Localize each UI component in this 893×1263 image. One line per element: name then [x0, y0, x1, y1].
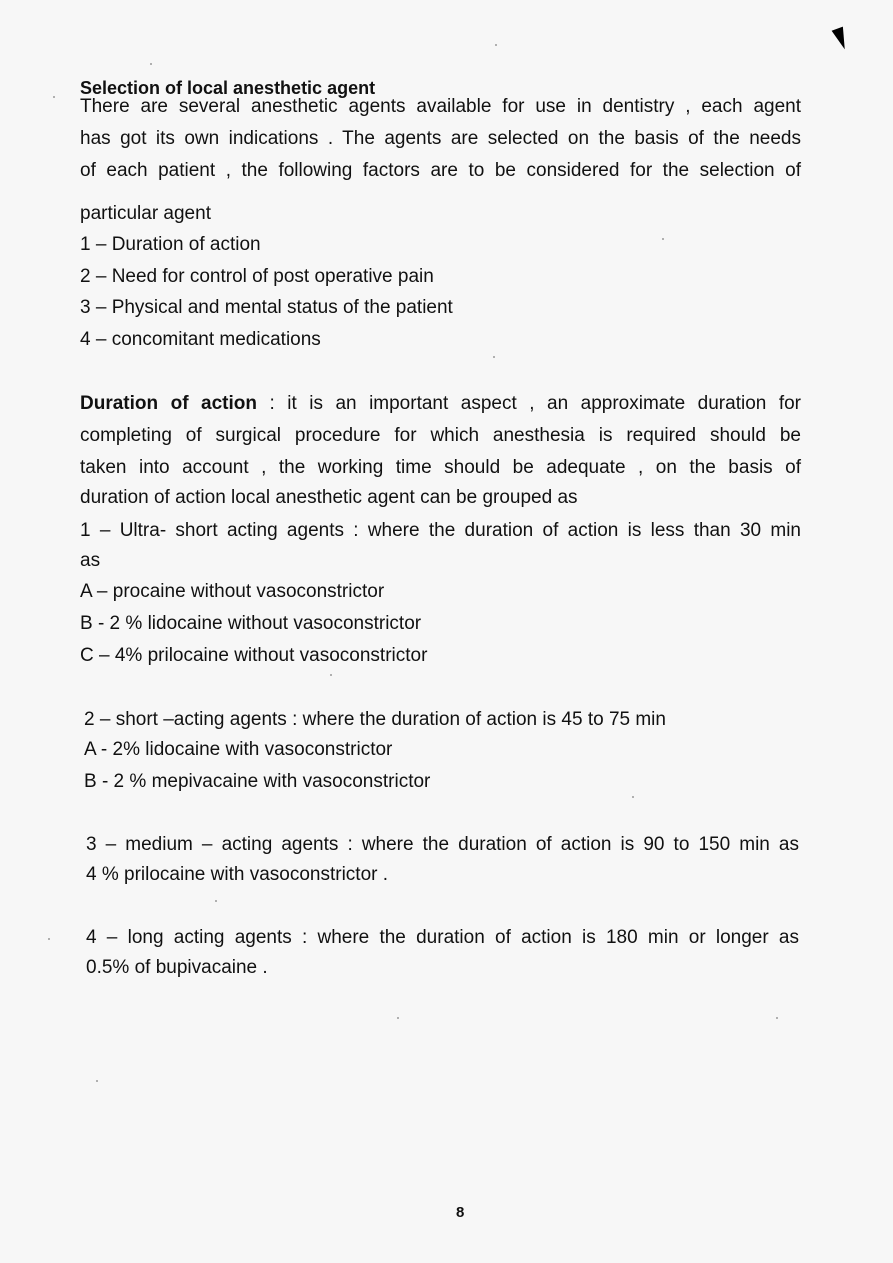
paragraph-line: There are several anesthetic agents available for use in dentistry , each agent [80, 96, 801, 117]
scan-speck [150, 63, 152, 65]
scan-speck [632, 796, 634, 798]
group-heading: 3 – medium – acting agents : where the duration of action is 90 to 150 min as [86, 834, 799, 855]
group-heading: 2 – short –acting agents : where the duration of action is 45 to 75 min [84, 709, 666, 730]
agent-item: 4 % prilocaine with vasoconstrictor . [86, 864, 389, 885]
paragraph-line [80, 392, 801, 416]
scan-speck [495, 44, 497, 46]
factor-item: 1 – Duration of action [80, 234, 261, 255]
paragraph-line: completing of surgical procedure for which anesthesia is required should be [80, 425, 801, 446]
term-duration-of-action: Duration of action [80, 393, 257, 414]
group-heading: 1 – Ultra- short acting agents : where the duration of action is less than 30 min [80, 520, 801, 541]
scan-speck [96, 1080, 98, 1082]
scan-speck [215, 900, 217, 902]
scan-speck [48, 938, 50, 940]
page-number: 8 [456, 1204, 465, 1221]
paragraph-line: of each patient , the following factors are to be considered for the selection of [80, 160, 801, 181]
scan-speck [397, 1017, 399, 1019]
paragraph-text: : it is an important aspect , an approximate duration for [256, 393, 801, 414]
scan-speck [493, 356, 495, 358]
section-title: Selection of local anesthetic agent [80, 78, 376, 98]
scan-speck [776, 1017, 778, 1019]
paragraph-line: particular agent [80, 203, 211, 224]
agent-item: C – 4% prilocaine without vasoconstrictor [80, 645, 428, 666]
paragraph-line: taken into account , the working time should be adequate , on the basis of [80, 457, 801, 478]
factor-item: 4 – concomitant medications [80, 329, 321, 350]
paragraph-line: duration of action local anesthetic agent can be grouped as [80, 487, 578, 508]
group-heading: 4 – long acting agents : where the duration of action is 180 min or longer as [86, 927, 799, 948]
scan-speck [53, 96, 55, 98]
scan-speck [330, 674, 332, 676]
scan-speck [662, 238, 664, 240]
paragraph-line: has got its own indications . The agents are selected on the basis of the needs [80, 128, 801, 149]
factor-item: 3 – Physical and mental status of the patient [80, 297, 453, 318]
agent-item: A – procaine without vasoconstrictor [80, 581, 385, 602]
scan-corner-mark [832, 27, 851, 52]
factor-item: 2 – Need for control of post operative pain [80, 266, 434, 287]
agent-item: B - 2 % lidocaine without vasoconstrictor [80, 613, 422, 634]
agent-item: 0.5% of bupivacaine . [86, 957, 268, 978]
agent-item: A - 2% lidocaine with vasoconstrictor [84, 739, 393, 760]
group-heading-cont: as [80, 550, 101, 571]
agent-item: B - 2 % mepivacaine with vasoconstrictor [84, 771, 431, 792]
